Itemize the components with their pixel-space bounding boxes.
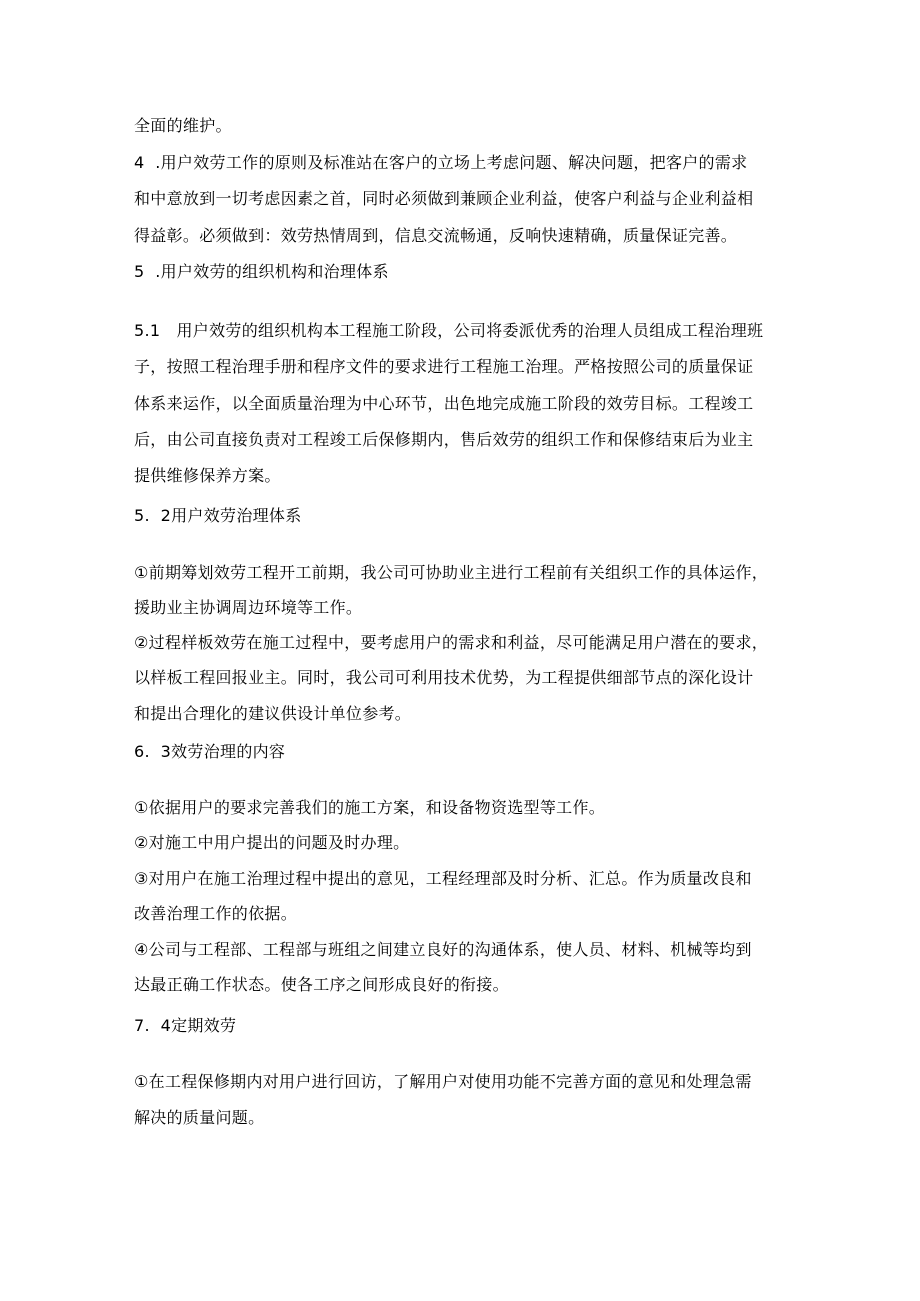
- section-5-1-heading: 5.1 用户效劳的组织机构本工程施工阶段，公司将委派优秀的治理人员组成工程治理班: [134, 321, 764, 340]
- text-line: 得益彰。必须做到：效劳热情周到，信息交流畅通，反响快速精确，质量保证完善。: [134, 226, 738, 245]
- list-item: ①在工程保修期内对用户进行回访，了解用户对使用功能不完善方面的意见和处理急需: [134, 1072, 752, 1091]
- list-item: ②过程样板效劳在施工过程中，要考虑用户的需求和利益，尽可能满足用户潜在的要求，: [134, 633, 769, 652]
- section-7-heading: 7. 4定期效劳: [134, 1016, 237, 1035]
- text-line: 达最正确工作状态。使各工序之间形成良好的衔接。: [134, 975, 509, 994]
- list-item: ①前期筹划效劳工程开工前期，我公司可协助业主进行工程前有关组织工作的具体运作，: [134, 563, 769, 582]
- section-4-heading: 4 .用户效劳工作的原则及标准站在客户的立场上考虑问题、解决问题，把客户的需求: [134, 153, 748, 172]
- section-6-heading: 6. 3效劳治理的内容: [134, 742, 286, 761]
- list-item: ④公司与工程部、工程部与班组之间建立良好的沟通体系，使人员、材料、机械等均到: [134, 940, 752, 959]
- text-line: 以样板工程回报业主。同时，我公司可利用技术优势，为工程提供细部节点的深化设计: [134, 668, 754, 687]
- text-line: 体系来运作，以全面质量治理为中心环节，出色地完成施工阶段的效劳目标。工程竣工: [134, 394, 754, 413]
- list-item: ①依据用户的要求完善我们的施工方案，和设备物资选型等工作。: [134, 798, 606, 817]
- text-line: 和中意放到一切考虑因素之首，同时必须做到兼顾企业利益，使客户利益与企业利益相: [134, 189, 754, 208]
- text-line: 全面的维护。: [134, 116, 232, 135]
- text-line: 援助业主协调周边环境等工作。: [134, 598, 363, 617]
- text-line: 解决的质量问题。: [134, 1108, 265, 1127]
- text-line: 子，按照工程治理手册和程序文件的要求进行工程施工治理。严格按照公司的质量保证: [134, 357, 754, 376]
- list-item: ②对施工中用户提出的问题及时办理。: [134, 833, 410, 852]
- list-item: ③对用户在施工治理过程中提出的意见，工程经理部及时分析、汇总。作为质量改良和: [134, 869, 752, 888]
- section-5-2-heading: 5. 2用户效劳治理体系: [134, 506, 302, 525]
- text-line: 和提出合理化的建议供设计单位参考。: [134, 704, 412, 723]
- section-5-heading: 5 .用户效劳的组织机构和治理体系: [134, 262, 389, 281]
- text-line: 后，由公司直接负责对工程竣工后保修期内，售后效劳的组织工作和保修结束后为业主: [134, 430, 754, 449]
- text-line: 改善治理工作的依据。: [134, 904, 298, 923]
- text-line: 提供维修保养方案。: [134, 466, 281, 485]
